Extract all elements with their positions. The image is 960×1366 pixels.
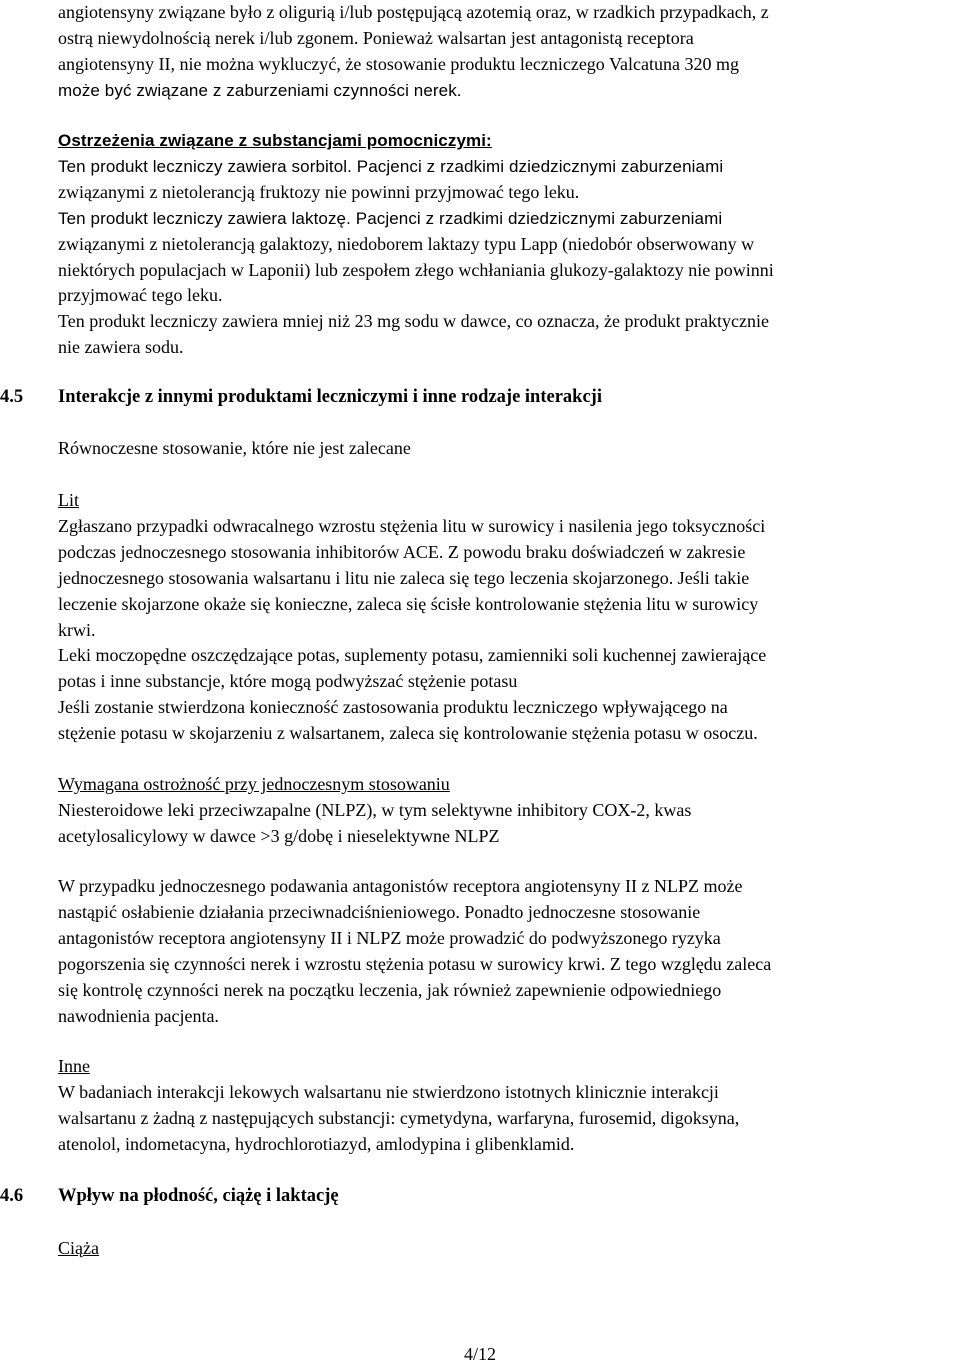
- potassium-line: stężenie potasu w skojarzeniu z walsartanem, zaleca się kontrolowanie stężenia potasu w osoczu.: [58, 723, 758, 744]
- not-recommended-heading: Równoczesne stosowanie, które nie jest zalecane: [58, 438, 411, 458]
- sorbitol-line: związanymi z nietolerancją fruktozy nie powinni przyjmować tego leku.: [58, 181, 580, 202]
- nsaid-paragraph-line: nawodnienia pacjenta.: [58, 1005, 219, 1026]
- excipients-heading: Ostrzeżenia związane z substancjami pomocniczymi:: [58, 131, 492, 150]
- lactose-line: związanymi z nietolerancją galaktozy, niedoborem laktazy typu Lapp (niedobór obserwowany w: [58, 233, 755, 254]
- pregnancy-section: [58, 1236, 956, 1262]
- intro-line: angiotensyny II, nie można wykluczyć, że stosowanie produktu leczniczego Valcatuna 320 mg: [58, 53, 739, 74]
- lactose-line: przyjmować tego leku.: [58, 285, 223, 306]
- lit-line: Zgłaszano przypadki odwracalnego wzrostu stężenia litu w surowicy i nasilenia jego toksyczności: [58, 515, 766, 536]
- nsaid-paragraph-line: nastąpić osłabienie działania przeciwnadciśnieniowego. Ponadto jednoczesne stosowanie: [58, 901, 701, 922]
- potassium-line: potas i inne substancje, które mogą podwyższać stężenie potasu: [58, 671, 518, 692]
- nsaid-line: Niesteroidowe leki przeciwzapalne (NLPZ), w tym selektywne inhibitory COX-2, kwas: [58, 799, 692, 820]
- caution-heading: Wymagana ostrożność przy jednoczesnym stosowaniu: [58, 774, 450, 794]
- intro-paragraph: [58, 0, 956, 104]
- other-section: [58, 1054, 956, 1158]
- nsaid-paragraph-line: pogorszenia się czynności nerek i wzrostu stężenia potasu w surowicy krwi. Z tego względu zaleca: [58, 953, 772, 974]
- intro-line: angiotensyny związane było z oligurią i/lub postępującą azotemią oraz, w rzadkich przypadkach, z: [58, 2, 769, 22]
- lit-line: leczenie skojarzone okaże się konieczne, zaleca się ścisłe kontrolowanie stężenia litu w surowicy: [58, 593, 759, 614]
- section-4-6-number: 4.6: [0, 1186, 24, 1206]
- potassium-line: Leki moczopędne oszczędzające potas, suplementy potasu, zamienniki soli kuchennej zawierające: [58, 645, 767, 666]
- potassium-line: Jeśli zostanie stwierdzona konieczność zastosowania produktu leczniczego wpływającego na: [58, 697, 728, 718]
- other-heading: Inne: [58, 1056, 90, 1076]
- nsaid-paragraph-line: się kontrolę czynności nerek na początku leczenia, jak również zapewnienie odpowiedniego: [58, 979, 722, 1000]
- section-4-5-title: Interakcje z innymi produktami leczniczymi i inne rodzaje interakcji: [58, 387, 602, 407]
- nsaid-paragraph-line: antagonistów receptora angiotensyny II i NLPZ może prowadzić do podwyższonego ryzyka: [58, 927, 721, 948]
- section-4-6-title: Wpływ na płodność, ciążę i laktację: [58, 1186, 339, 1206]
- other-line: atenolol, indometacyna, hydrochlorotiazyd, amlodypina i glibenklamid.: [58, 1133, 575, 1154]
- sodium-line: Ten produkt leczniczy zawiera mniej niż 23 mg sodu w dawce, co oznacza, że produkt praktycznie: [58, 311, 769, 332]
- nsaid-paragraph-line: W przypadku jednoczesnego podawania antagonistów receptora angiotensyny II z NLPZ może: [58, 876, 743, 896]
- sodium-line: nie zawiera sodu.: [58, 337, 184, 358]
- lactose-line: Ten produkt leczniczy zawiera laktozę. Pacjenci z rzadkimi dziedzicznymi zaburzeniami: [58, 208, 723, 228]
- intro-line: ostrą niewydolnością nerek i/lub zgonem. Ponieważ walsartan jest antagonistą receptora: [58, 27, 694, 48]
- lit-heading: Lit: [58, 490, 79, 510]
- lit-line: krwi.: [58, 619, 96, 640]
- other-line: W badaniach interakcji lekowych walsartanu nie stwierdzono istotnych klinicznie interakcji: [58, 1081, 719, 1102]
- page-number: 4/12: [463, 1344, 496, 1364]
- nsaid-line: acetylosalicylowy w dawce >3 g/dobę i nieselektywne NLPZ: [58, 825, 500, 846]
- pregnancy-heading: Ciąża: [58, 1238, 99, 1258]
- nsaid-paragraph: [58, 874, 956, 1029]
- lactose-line: niektórych populacjach w Laponii) lub zespołem złego wchłaniania glukozy-galaktozy nie powinni: [58, 259, 774, 280]
- section-4-5-number: 4.5: [0, 387, 24, 407]
- lit-section: [58, 488, 956, 747]
- caution-section: [58, 772, 956, 850]
- not-recommended-heading-block: [58, 436, 956, 462]
- lit-line: jednoczesnego stosowania walsartanu i litu nie zaleca się tego leczenia skojarzonego. Jeśli takie: [58, 567, 750, 588]
- sorbitol-line: Ten produkt leczniczy zawiera sorbitol. Pacjenci z rzadkimi dziedzicznymi zaburzeniami: [58, 156, 724, 176]
- excipients-section: [58, 128, 956, 361]
- intro-line: może być związane z zaburzeniami czynności nerek.: [58, 80, 462, 100]
- lit-line: podczas jednoczesnego stosowania inhibitorów ACE. Z powodu braku doświadczeń w zakresie: [58, 541, 746, 562]
- other-line: walsartanu z żadną z następujących substancji: cymetydyna, warfaryna, furosemid, digoksyna,: [58, 1107, 740, 1128]
